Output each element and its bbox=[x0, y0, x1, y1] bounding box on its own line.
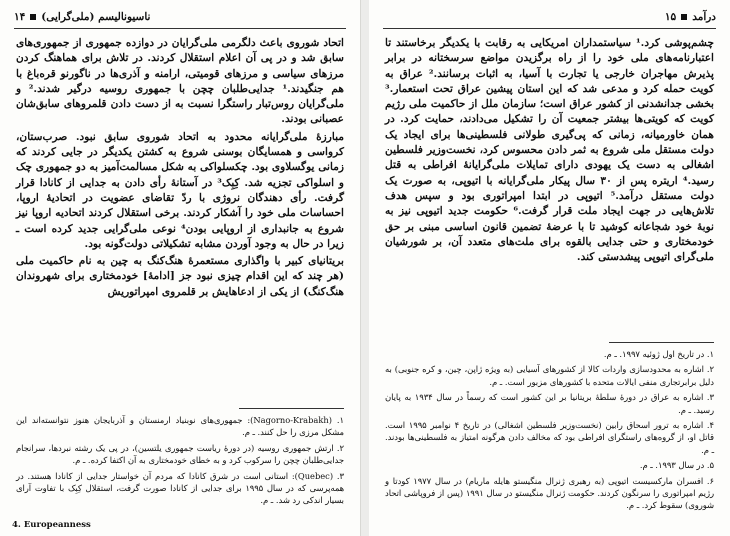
footnote-divider bbox=[239, 408, 344, 409]
footnote: ۵. در سال ۱۹۹۳. ـ م. bbox=[639, 460, 714, 471]
footnote: ۳. اشاره به عراق در دورهٔ سلطهٔ بریتانیا بر این کشور است که رسماً در سال ۱۹۳۴ به پایان رسید. ـ م. bbox=[385, 392, 714, 415]
square-bullet-icon bbox=[681, 14, 687, 20]
running-title: درآمد bbox=[692, 11, 716, 23]
right-body-text bbox=[385, 36, 714, 265]
right-footnotes bbox=[385, 348, 714, 515]
paragraph: چشم‌پوشی کرد.¹ سیاستمداران امریکایی به رقابت با یکدیگر برخاستند تا اعتبارنامه‌های ملی خود را از راه برگزیدن مواضع سرسختانه در برابر پذیرش مهاجران خارجی یا تجارت با آسیا، به اثبات برسانند.² عراق به کویت حمله کرد و مدعی شد که این استان پیشین عراق تحت استعمار.³ بخشی جدانشدنی از کشور عراق است؛ سازمان ملل از حاکمیت ملی رژیم کویت که کویتی‌ها بیشتر جمعیت آن را تشکیل می‌دادند، حمایت کرد. در همان خاورمیانه، زمانی که پی‌گیری طولانی فلسطینی‌ها برای ایجاد یک دولت مستقل ملی شروع به ثمر دادن محسوس کرد، نخست‌وزیر فلسطین اشغالی به دست یک یهودی دارای تمایلات ملی‌گرایانهٔ افراطی به قتل رسید.⁴ اریتره پس از ۳۰ سال پیکار ملی‌گرایانه با اتیوپی، به صورت یک دولت مستقل درآمد.⁵ اتیوپی در ابتدا امپراتوری بود و سپس هدف تلاش‌هایی در جهت ایجاد ملت قرار گرفت.⁶ حکومت جدید اتیوپی نیز به نوبهٔ خود شجاعانه کوشید تا با عرضهٔ تضمین قانون اساسی مبنی بر حق خودمختاری و حتی جدایی بالقوه برای ملت‌های متعدد آن، بر شورشیان ملی‌گرای اتیوپی پیشدستی کند. bbox=[385, 37, 715, 264]
paragraph: مبارزهٔ ملی‌گرایانه محدود به اتحاد شوروی سابق نبود. صرب‌ستان، کرواسی و همسایگان بوسنی شروع به کشتن یکدیگر در جایی کردند که زمانی یوگسلاوی بود. چکسلواکی به شکل مسالمت‌آمیز به دو جمهوری چک و اسلواکی تجزیه شد. کِبِک³ در آستانهٔ رأی دادن به جدایی از کانادا قرار گرفت. رأی دهندگان نروژی با ردّ تقاضای عضویت در اتحادیهٔ اروپا، احساسات ملی خود را آشکار کردند. برخی استقلال کردند اتحادیه اروپا نیز شروع به جانبداری از اروپایی بودن⁴ نوعی ملی‌گرایی جدید کرده است ـ زیرا در حال به وجود آوردن مشابه تشکیلاتی دولت‌گونه بود. bbox=[16, 130, 344, 250]
footnote-divider bbox=[609, 342, 714, 343]
footnote: ۲. ارتش جمهوری روسیه (در دورهٔ ریاست جمهوری یلتسین)، در پی یک رشته نبردها، سرانجام جدایی‌طلبان چچن را سرکوب کرد و به خطای خودمختاری به آن اکتفا کرده. ـ م. bbox=[16, 442, 344, 466]
page-number: ۱۴ bbox=[14, 11, 26, 23]
square-bullet-icon bbox=[30, 14, 36, 20]
left-footnotes bbox=[16, 414, 344, 510]
footnote: ۶. افسران مارکسیست اتیوپی (به رهبری ژنرال منگیستو هایله ماریام) در سال ۱۹۷۷ کودتا و رژیم امپراتوری را سرنگون کردند. حکومت ژنرال منگیستو در سال ۱۹۹۱ (پس از فروپاشی اتحاد شوروی) سقوط کرد. ـ م. bbox=[385, 475, 715, 511]
book-gutter bbox=[361, 0, 369, 536]
footnote: ۳. (Quebec): استانی است در شرق کانادا که مردم آن خواستار جدایی از کانادا هستند. در همه‌پرسی که در سال ۱۹۹۵ برای جدایی از کانادا صورت گرفت، استقلال کِبِک با تفاوت آرای بسیار اندکی رد شد. ـ م. bbox=[16, 470, 344, 506]
footnote: ۴. اشاره به ترور اسحاق رابین (نخست‌وزیر فلسطین اشغالی) در تاریخ ۴ نوامبر ۱۹۹۵ است. قاتل او، از گروه‌های راستگرای افراطی بود که مخالف دادن هرگونه امتیاز به فلسطینی‌ها بودند. ـ م. bbox=[385, 420, 714, 455]
running-title: ناسیونالیسم (ملی‌گرایی) bbox=[41, 11, 151, 23]
page-number: ۱۵ bbox=[664, 11, 677, 23]
footnote: ۱. (Nagorno-Krabakh): جمهوری‌های نوبنیاد ارمنستان و آذربایجان هنوز نتوانسته‌اند این مشکل مرزی را حل کنند. ـ م. bbox=[16, 415, 344, 438]
latin-footnote: 4. Europeanness bbox=[12, 520, 91, 530]
footnote: ۲. اشاره به محدودسازی واردات کالا از کشورهای آسیایی (به ویژه ژاپن، چین، و کره جنوبی) به دلیل برابرتجاری منفی ایالات متحده با کشورهای مزبور است. ـ م. bbox=[385, 364, 714, 387]
footnote: ۱. در تاریخ اول ژوئیه ۱۹۹۷. ـ م. bbox=[603, 349, 714, 359]
right-page-header bbox=[383, 6, 716, 29]
right-page bbox=[369, 0, 730, 536]
paragraph: بریتانیای کبیر با واگذاری مستعمرهٔ هنگ‌کنگ به چین به نام حاکمیت ملی (هر چند که این اقدام چیزی نبود جز [ادامهٔ] خودمختاری برای شهروندان هنگ‌کنگ) از یکی از ادعاهایش بر قلمروی امپراتوریش bbox=[16, 255, 344, 298]
left-body-text bbox=[16, 36, 344, 300]
paragraph: اتحاد شوروی باعث دلگرمی ملی‌گرایان در دوازده جمهوری از جمهوری‌های سابق شد و در پی آن اعلام استقلال کردند. در تلاش برای هماهنگ کردن مرزهای سیاسی و مرزهای قومیتی، ارامنه و آذری‌ها در ناگورنو قره‌باغ با هم جنگیدند.¹ جدایی‌طلبان چچن با جمهوری روسیه درگیر شدند.² و ملی‌گرایان روس‌تبار راستگرا نسبت به از دست دادن قلمروهای سابق‌شان عصبانی بودند. bbox=[16, 37, 344, 126]
left-page bbox=[0, 0, 361, 536]
left-page-header bbox=[14, 6, 346, 29]
